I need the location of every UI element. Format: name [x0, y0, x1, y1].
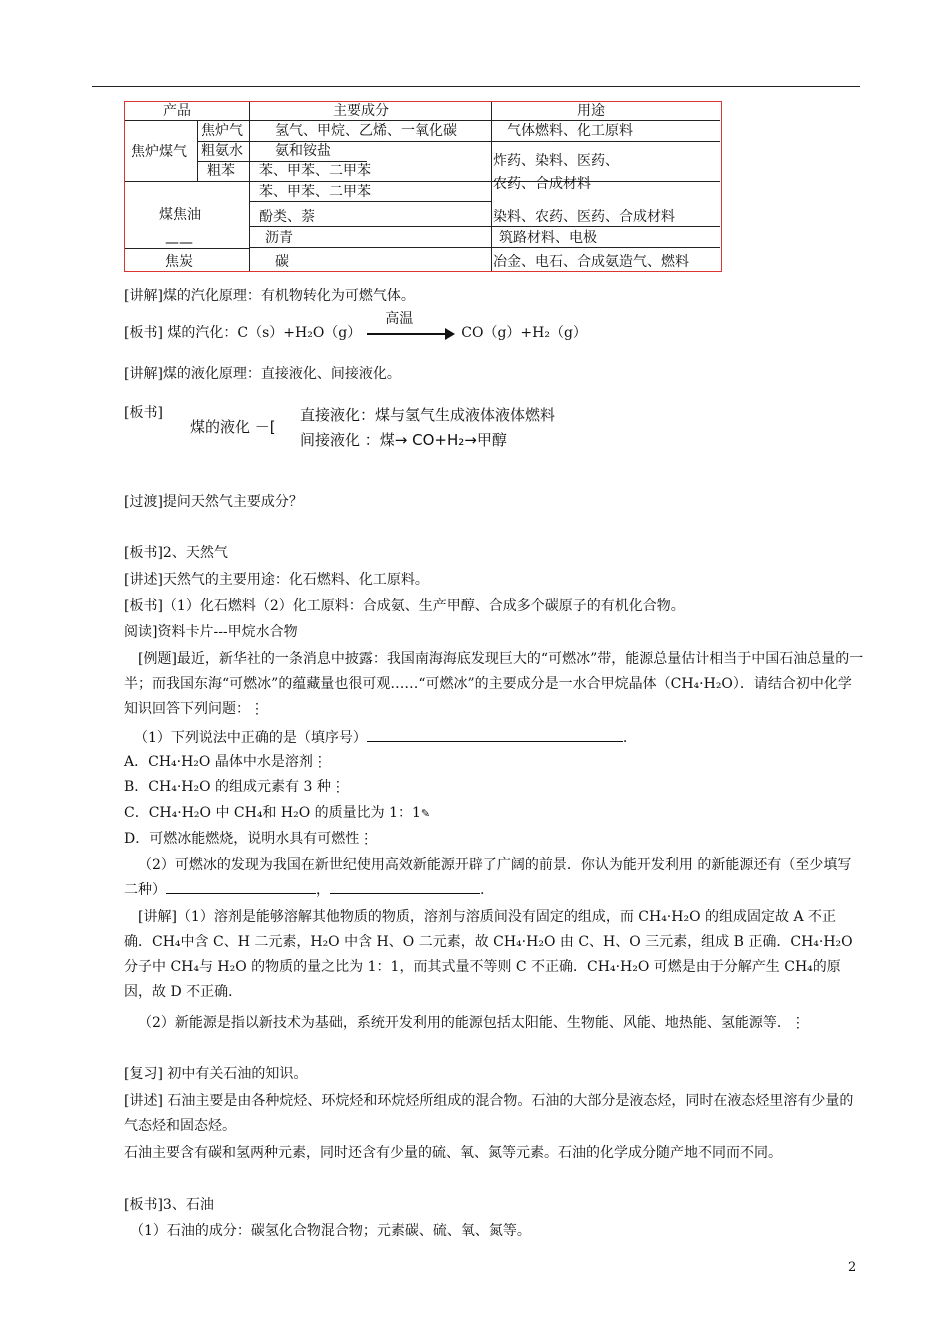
header-rule — [92, 86, 860, 87]
ink-mark-icon: ✎ — [420, 807, 431, 820]
page-number: 2 — [848, 1260, 857, 1275]
use-row1: 气体燃料、化工原料 — [507, 123, 633, 139]
components-row4: 苯、甲苯、二甲苯 — [259, 184, 371, 200]
text-oil-heading: [板书]3、石油 — [124, 1197, 214, 1213]
components-row2: 氨和铵盐 — [275, 143, 331, 159]
header-product: 产品 — [163, 103, 191, 119]
group-coal-tar: 煤焦油 — [159, 207, 201, 223]
answer-blank-3[interactable] — [330, 879, 480, 894]
separator-dash: —— — [165, 235, 193, 251]
header-use: 用途 — [577, 103, 605, 119]
use-row2: 炸药、染料、医药、 — [493, 153, 619, 169]
components-row1: 氢气、甲烷、乙烯、一氧化碳 — [275, 123, 457, 139]
question-2 — [124, 853, 864, 903]
question-1-text: （1）下列说法中正确的是（填序号） — [134, 730, 367, 746]
question-2-sep: ， — [316, 882, 330, 898]
text-natural-gas-board: [板书]（1）化石燃料（2）化工原料：合成氨、生产甲醇、合成多个碳原子的有机化合物。 — [124, 598, 685, 614]
liquefaction-direct: 直接液化：煤与氢气生成液体液体燃料 — [300, 406, 556, 424]
explanation-1: [讲解]（1）溶剂是能够溶解其他物质的物质，溶剂与溶质间没有固定的组成，而 CH₄·H₂O 的组成固定故 A 不正确．CH₄中含 C、H 二元素，H₂O 中含 H、O 二元素，故 CH₄·H₂O 由 C、H、O 三元素，组成 B 正确．CH₄·H₂O 分子中 CH₄与 H₂O 的物质的量之比为 1：1，而其式量不等则 C 不正确．CH₄·H₂O 可燃是由于分解产生 CH₄的原因，故 D 不正确． — [124, 909, 853, 1000]
liquefaction-indirect: 间接液化 ：煤→ CO+H₂→甲醇 — [300, 431, 507, 449]
header-components: 主要成分 — [333, 103, 389, 119]
text-review: [复习] 初中有关石油的知识。 — [124, 1066, 308, 1082]
text-narration: [讲述] 石油主要是由各种烷烃、环烷烃和环烷烃所组成的混合物。石油的大部分是液态烃，同时在液态烃里溶有少量的气态烃和固态烃。 — [124, 1093, 854, 1134]
question-1 — [134, 727, 627, 748]
components-row6: 沥青 — [265, 230, 293, 246]
option-c-text: C．CH₄·H₂O 中 CH₄和 H₂O 的质量比为 1：1 — [124, 805, 421, 821]
group-coke: 焦炭 — [165, 254, 193, 270]
equation-left: [板书] 煤的汽化：C（s）+H₂O（g） — [124, 325, 362, 341]
arrow-condition: 高温 — [385, 311, 414, 327]
product-crude-benzene: 粗苯 — [207, 163, 235, 179]
option-d: D．可燃冰能燃烧，说明水具有可燃性⋮ — [124, 831, 374, 847]
use-row6: 筑路材料、电极 — [499, 230, 597, 246]
coal-products-table — [124, 101, 722, 272]
explanation-2: （2）新能源是指以新技术为基础，系统开发利用的能源包括太阳能、生物能、风能、地热能、氢能源等．⋮ — [138, 1015, 805, 1031]
text-gasification-principle: [讲解]煤的汽化原理：有机物转化为可燃气体。 — [124, 288, 415, 304]
answer-blank-1[interactable] — [367, 727, 623, 742]
components-row5: 酚类、萘 — [259, 209, 315, 225]
use-row3: 农药、合成材料 — [493, 176, 591, 192]
text-liquefaction-principle: [讲解]煤的液化原理：直接液化、间接液化。 — [124, 366, 401, 382]
text-oil-composition: 石油主要含有碳和氢两种元素，同时还含有少量的硫、氧、氮等元素。石油的化学成分随产地不同而不同。 — [124, 1145, 782, 1161]
components-row7: 碳 — [275, 254, 289, 270]
example-paragraph: [例题]最近，新华社的一条消息中披露：我国南海海底发现巨大的“可燃冰”带，能源总量估计相当于中国石油总量的一半；而我国东海“可燃冰”的蕴藏量也很可观……“可燃冰”的主要成分是一水合甲烷晶体（CH₄·H₂O）．请结合初中化学知识回答下列问题：⋮ — [124, 651, 864, 717]
text-reading: 阅读]资料卡片---甲烷水合物 — [124, 624, 298, 640]
gasification-equation — [124, 311, 587, 343]
option-b: B．CH₄·H₂O 的组成元素有 3 种⋮ — [124, 779, 345, 795]
question-2-end: . — [480, 882, 485, 898]
reaction-arrow-icon — [367, 311, 455, 341]
option-a: A．CH₄·H₂O 晶体中水是溶剂⋮ — [124, 754, 327, 770]
equation-right: CO（g）+H₂（g） — [461, 325, 587, 341]
text-natural-gas-uses: [讲述]天然气的主要用途：化石燃料、化工原料。 — [124, 572, 429, 588]
text-natural-gas-heading: [板书]2、天然气 — [124, 545, 228, 561]
option-c — [124, 803, 430, 824]
use-row7: 冶金、电石、合成氨造气、燃料 — [493, 254, 689, 270]
question-1-end: . — [622, 730, 628, 746]
group-coke-oven-gas: 焦炉煤气 — [131, 144, 187, 160]
question-2-text: （2）可燃冰的发现为我国在新世纪使用高效新能源开辟了广阔的前景．你认为能开发利用 的新能源还有（至少填写二种） — [124, 857, 852, 898]
answer-blank-2[interactable] — [166, 879, 316, 894]
product-ammonia-water: 粗氨水 — [201, 143, 243, 159]
text-oil-components: （1）石油的成分：碳氢化合物混合物；元素碳、硫、氧、氮等。 — [130, 1223, 531, 1239]
use-row5: 染料、农药、医药、合成材料 — [493, 209, 675, 225]
product-coke-gas: 焦炉气 — [201, 123, 243, 139]
liquefaction-label: [板书] — [124, 405, 163, 421]
components-row3: 苯、甲苯、二甲苯 — [259, 163, 371, 179]
liquefaction-title: 煤的液化 －[ — [190, 418, 276, 436]
text-transition: [过渡]提问天然气主要成分？ — [124, 494, 303, 510]
